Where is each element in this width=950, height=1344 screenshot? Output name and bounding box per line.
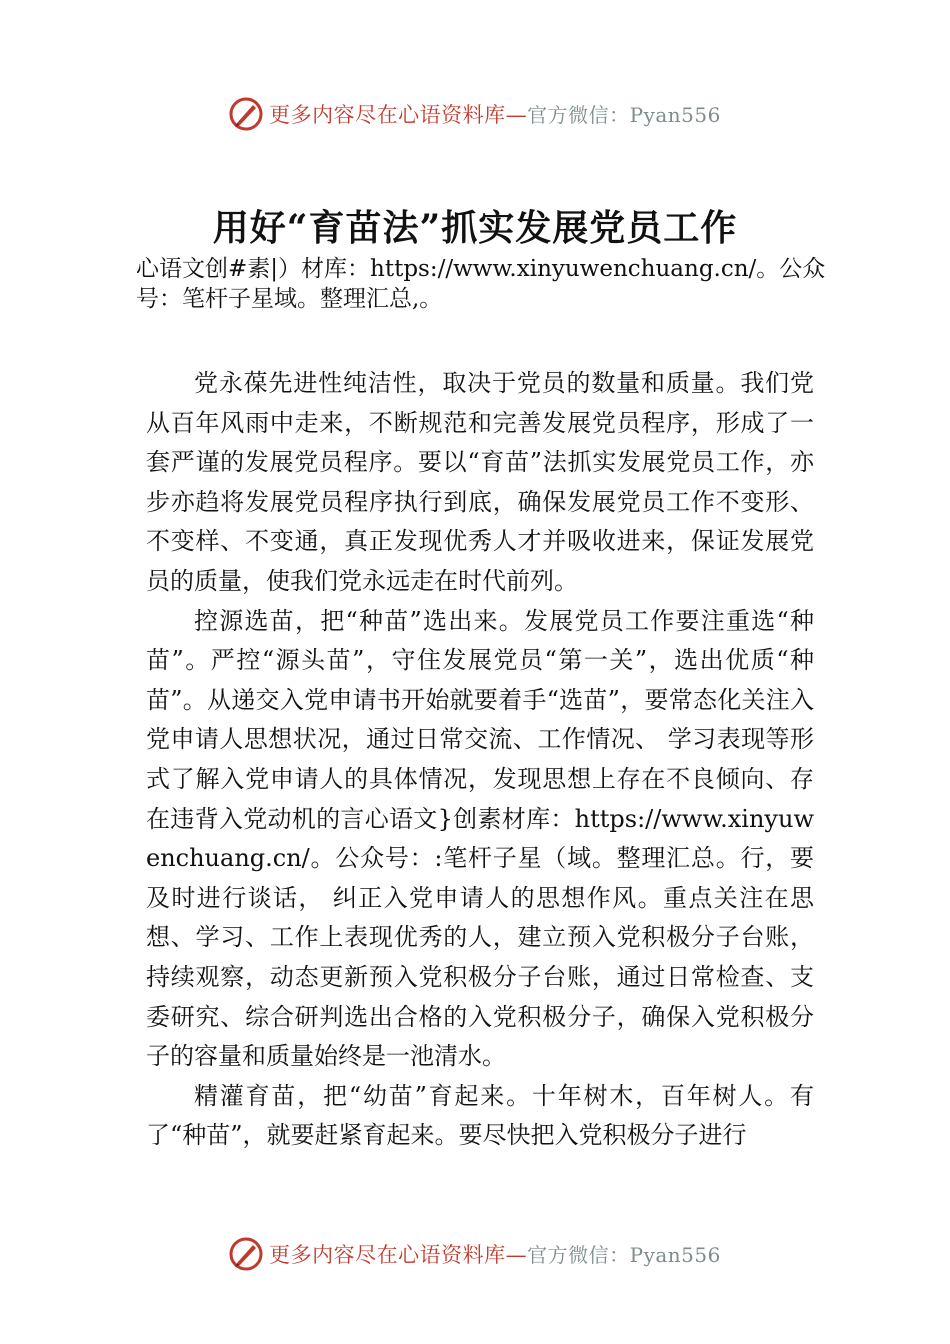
quill-logo-icon [229,97,263,131]
header-banner-wechat-id: Pyan556 [629,103,721,127]
footer-banner-slogan: 更多内容尽在心语资料库 [269,1243,506,1267]
paragraph: 党永葆先进性纯洁性，取决于党员的数量和质量。我们党从百年风雨中走来，不断规范和完善发展党员程序，形成了一套严谨的发展党员程序。要以“育苗”法抓实发展党员工作，亦步亦趋将发展党员程序执行到底，确保发展党员工作不变形、不变样、不变通，真正发现优秀人才并吸收进来，保证发展党员的质量，使我们党永远走在时代前列。 [146,369,814,595]
footer-banner-wechat-id: Pyan556 [629,1243,721,1267]
header-banner-text [269,99,721,129]
footer-banner-dash: — [505,1243,528,1267]
header-banner [0,94,950,134]
paragraph: 控源选苗，把“种苗”选出来。发展党员工作要注重选“种苗”。严控“源头苗”，守住发展党员“第一关”，选出优质“种苗”。从递交入党申请书开始就要着手“选苗”，要常态化关注入党申请人思想状况，通过日常交流、工作情况、 学习表现等形式了解入党申请人的具体情况，发现思想上存在不良倾向、存在违背入党动机的言心语文}创素材库：https://www.xinyuwenchuang.cn/。公众号：:笔杆子星（域。整理汇总。行，要及时进行谈话， 纠正入党申请人的思想作风。重点关注在思想、学习、工作上表现优秀的人，建立预入党积极分子台账，持续观察，动态更新预入党积极分子台账，通过日常检查、支委研究、综合研判选出合格的入党积极分子，确保入党积极分子的容量和质量始终是一池清水。 [146,606,814,1071]
header-banner-wechat-label: 官方微信： [527,103,630,127]
footer-banner [0,1234,950,1274]
document-body [146,364,814,1156]
header-banner-dash: — [505,103,528,127]
paragraph: 精灌育苗，把“幼苗”育起来。十年树木，百年树人。有了“种苗”，就要赶紧育起来。要尽快把入党积极分子进行 [146,1081,814,1150]
quill-logo-icon [229,1237,263,1271]
footer-banner-wechat-label: 官方微信： [527,1243,630,1267]
document-title: 用好“育苗法”抓实发展党员工作 [212,207,738,249]
header-banner-slogan: 更多内容尽在心语资料库 [269,103,506,127]
footer-banner-text [269,1239,721,1269]
source-note: 心语文创#素|）材库：https://www.xinyuwenchuang.cn/。公众号：笔杆子星域。整理汇总,。 [136,256,826,312]
